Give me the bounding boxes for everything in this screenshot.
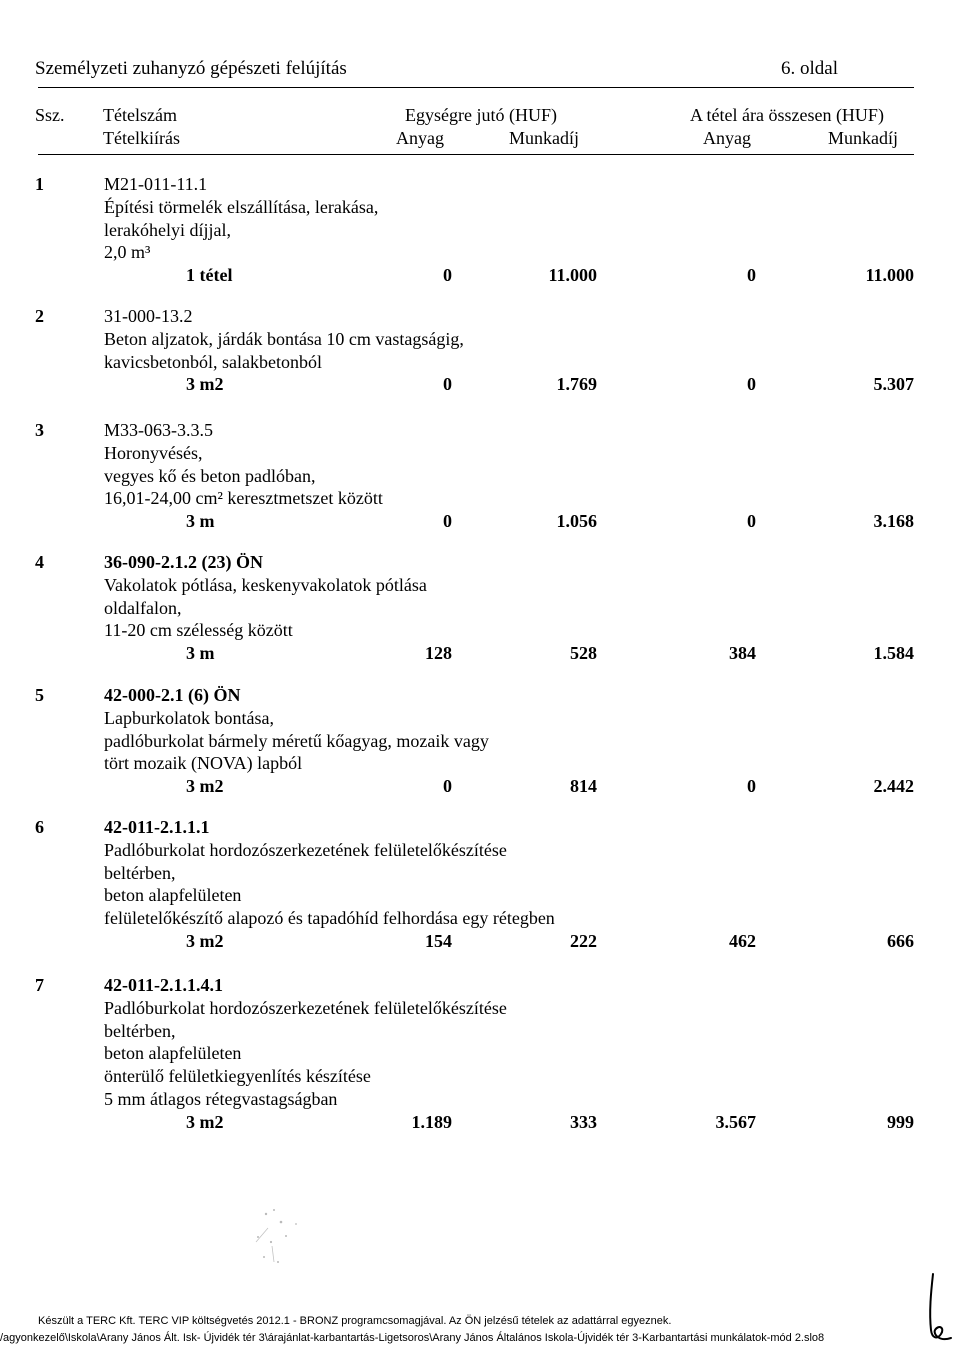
- item-code: 42-000-2.1 (6) ÖN: [104, 685, 241, 705]
- footer-file-path: /agyonkezelő\Iskola\Arany János Ált. Isk- Újvidék tér 3\árajánlat-karbantartás-Ligetsoros\Arany János Általános Iskola-Újvidék tér 3-Karbantartási munkálatok-mód 2.slo8: [0, 1332, 825, 1344]
- item-description-line: Padlóburkolat hordozószerkezetének felületelőkészítése: [104, 839, 507, 860]
- item-description-line: 2,0 m³: [104, 242, 151, 263]
- item-total-material: 0: [747, 374, 756, 395]
- item-unit-material: 0: [443, 776, 452, 797]
- item-code: 36-090-2.1.2 (23) ÖN: [104, 552, 263, 572]
- item-description-line: Horonyvésés,: [104, 442, 203, 463]
- item-quantity: 3 m2: [186, 1111, 224, 1132]
- col-unit-material: Anyag: [396, 128, 444, 148]
- col-total-material: Anyag: [703, 128, 751, 148]
- header-rule: [38, 87, 914, 88]
- item-description-line: 5 mm átlagos rétegvastagságban: [104, 1089, 338, 1109]
- item-description-line: tört mozaik (NOVA) lapból: [104, 753, 303, 774]
- scan-smudge-mark: [236, 1202, 326, 1272]
- item-quantity: 3 m2: [186, 776, 224, 797]
- item-total-labor: 11.000: [865, 265, 914, 286]
- item-total-labor: 666: [887, 931, 914, 951]
- item-number: 4: [35, 552, 44, 572]
- item-unit-material: 128: [425, 643, 452, 664]
- col-code: Tételszám: [103, 105, 177, 125]
- item-unit-material: 1.189: [411, 1111, 452, 1132]
- item-description-line: beltérben,: [104, 1020, 176, 1041]
- item-quantity: 3 m2: [186, 931, 224, 951]
- item-description-line: felületelőkészítő alapozó és tapadóhíd felhordása egy rétegben: [104, 908, 555, 929]
- item-total-labor: 3.168: [873, 511, 914, 532]
- item-number: 6: [35, 817, 44, 837]
- item-total-material: 462: [729, 931, 756, 951]
- item-description-line: Beton aljzatok, járdák bontása 10 cm vastagságig,: [104, 328, 464, 349]
- item-code: 42-011-2.1.1.1: [104, 817, 210, 837]
- item-description-line: padlóburkolat bármely méretű kőagyag, mozaik vagy: [104, 730, 489, 751]
- item-number: 5: [35, 685, 44, 705]
- col-total-price: A tétel ára összesen (HUF): [690, 105, 884, 125]
- item-description-line: lerakóhelyi díjjal,: [104, 219, 231, 240]
- item-number: 2: [35, 306, 44, 326]
- column-header-rule: [38, 154, 914, 155]
- col-unit-price: Egységre jutó (HUF): [405, 105, 557, 125]
- item-code: 31-000-13.2: [104, 306, 193, 326]
- item-unit-labor: 814: [570, 776, 597, 797]
- col-desc: Tételkiírás: [103, 128, 180, 148]
- item-unit-material: 154: [425, 931, 452, 951]
- item-total-labor: 2.442: [873, 776, 914, 797]
- col-total-labor: Munkadíj: [828, 128, 898, 148]
- item-code: M33-063-3.3.5: [104, 420, 213, 440]
- item-description-line: Vakolatok pótlása, keskenyvakolatok pótlása: [104, 574, 427, 595]
- item-total-material: 0: [747, 776, 756, 797]
- item-unit-material: 0: [443, 511, 452, 532]
- item-total-labor: 1.584: [873, 643, 914, 664]
- item-description-line: Lapburkolatok bontása,: [104, 707, 274, 728]
- item-description-line: beltérben,: [104, 862, 176, 883]
- item-description-line: beton alapfelületen: [104, 1043, 242, 1064]
- document-title: Személyzeti zuhanyzó gépészeti felújítás: [35, 58, 347, 79]
- item-unit-labor: 1.769: [556, 374, 597, 395]
- item-description-line: 16,01-24,00 cm² keresztmetszet között: [104, 488, 383, 509]
- item-total-labor: 999: [887, 1111, 914, 1132]
- item-unit-labor: 222: [570, 931, 597, 951]
- item-quantity: 1 tétel: [186, 265, 233, 286]
- item-code: M21-011-11.1: [104, 174, 208, 194]
- footer-generator-note: Készült a TERC Kft. TERC VIP költségvetés 2012.1 - BRONZ programcsomagjával. Az ÖN jelzésű tételek az adattárral egyeznek.: [38, 1315, 672, 1327]
- item-description-line: 11-20 cm szélesség között: [104, 620, 293, 641]
- item-description-line: vegyes kő és beton padlóban,: [104, 465, 316, 486]
- item-unit-material: 0: [443, 374, 452, 395]
- item-description-line: Padlóburkolat hordozószerkezetének felületelőkészítése: [104, 997, 507, 1018]
- handwritten-signature: [925, 1272, 955, 1344]
- item-total-material: 0: [747, 511, 756, 532]
- item-total-labor: 5.307: [873, 374, 914, 395]
- item-description-line: oldalfalon,: [104, 597, 182, 618]
- page-number: 6. oldal: [781, 58, 838, 79]
- item-unit-material: 0: [443, 265, 452, 286]
- item-unit-labor: 528: [570, 643, 597, 664]
- col-ssz: Ssz.: [35, 105, 65, 125]
- item-number: 3: [35, 420, 44, 440]
- item-quantity: 3 m2: [186, 374, 224, 395]
- item-number: 7: [35, 975, 44, 995]
- item-quantity: 3 m: [186, 511, 215, 532]
- item-total-material: 384: [729, 643, 756, 664]
- item-description-line: beton alapfelületen: [104, 885, 242, 906]
- item-quantity: 3 m: [186, 643, 215, 664]
- item-total-material: 0: [747, 265, 756, 286]
- item-code: 42-011-2.1.1.4.1: [104, 975, 223, 995]
- item-number: 1: [35, 174, 44, 194]
- item-unit-labor: 333: [570, 1111, 597, 1132]
- item-description-line: Építési törmelék elszállítása, lerakása,: [104, 196, 379, 217]
- item-unit-labor: 1.056: [556, 511, 597, 532]
- item-description-line: önterülő felületkiegyenlítés készítése: [104, 1066, 371, 1087]
- item-description-line: kavicsbetonból, salakbetonból: [104, 351, 322, 372]
- item-unit-labor: 11.000: [548, 265, 597, 286]
- item-total-material: 3.567: [715, 1111, 756, 1132]
- col-unit-labor: Munkadíj: [509, 128, 579, 148]
